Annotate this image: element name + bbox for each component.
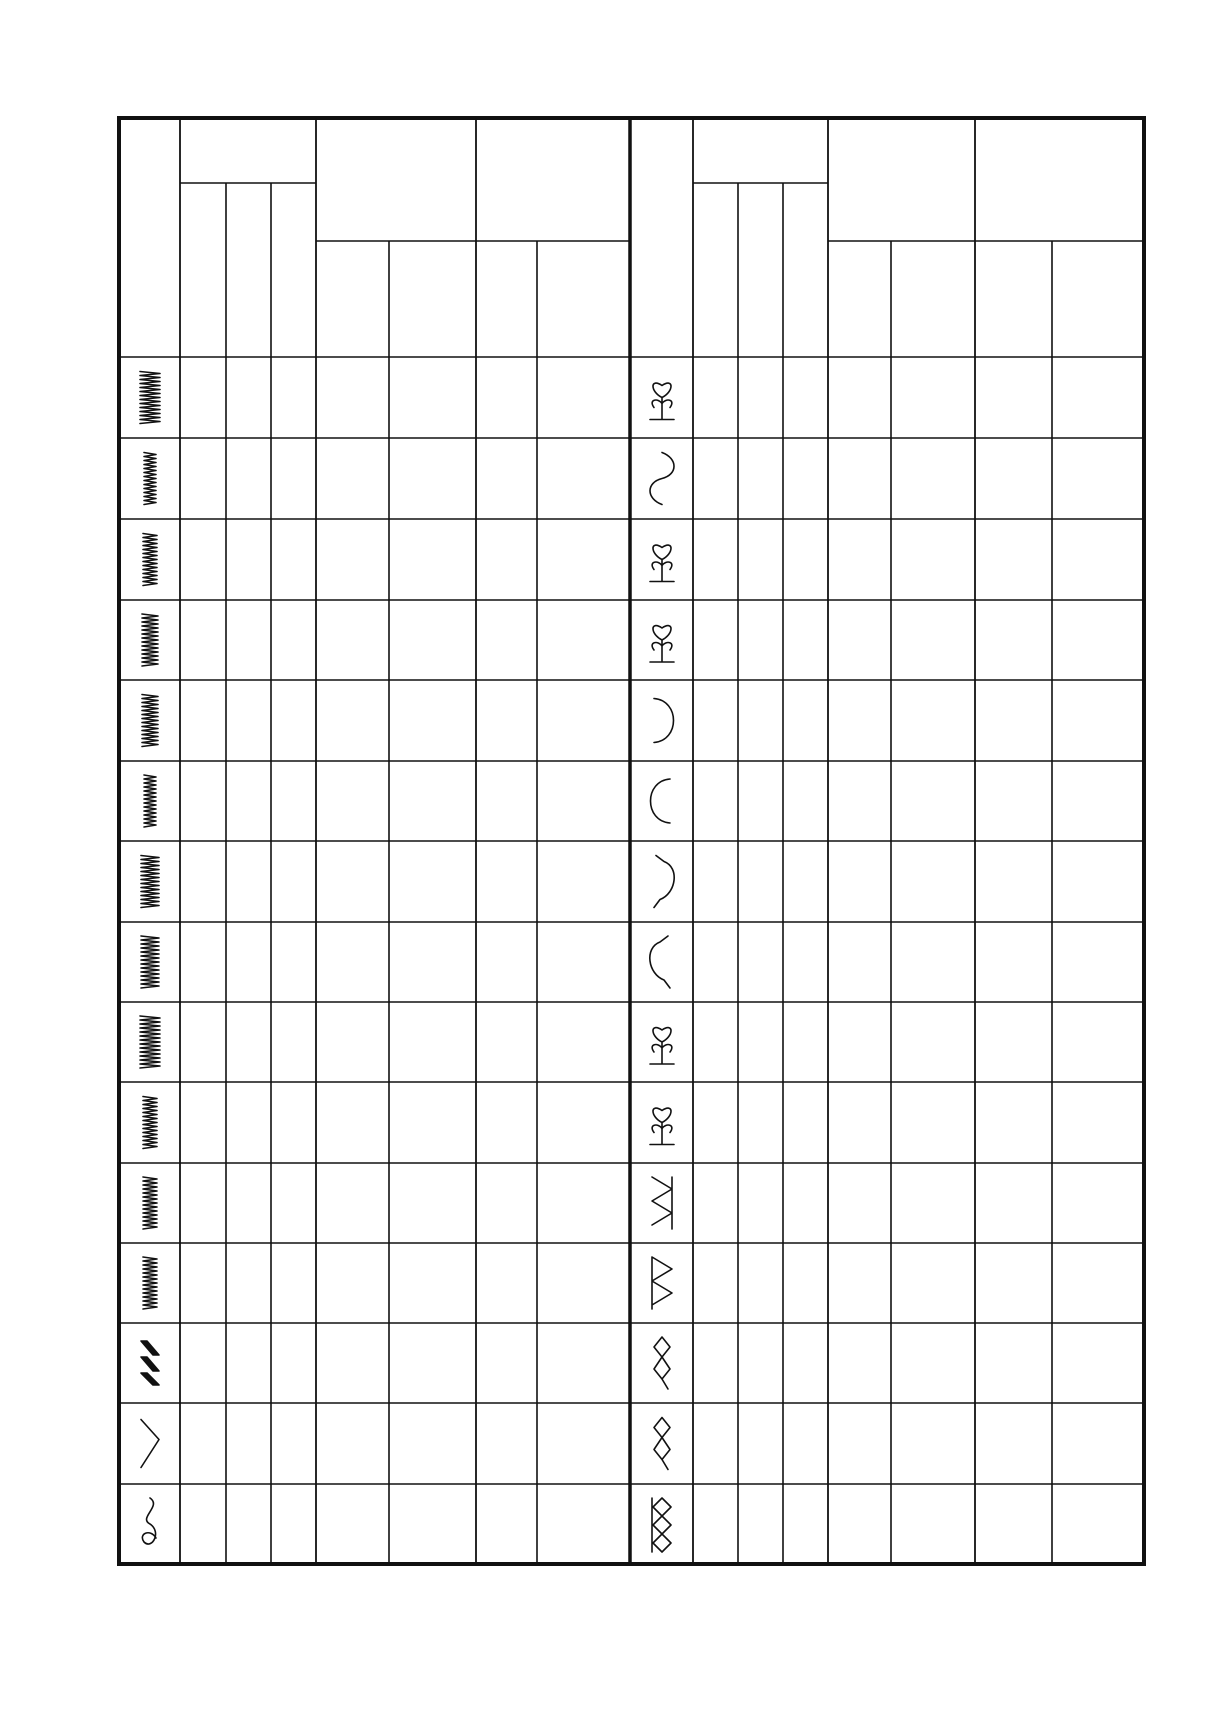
bold-zigzag-stitch-shape: [141, 1341, 159, 1385]
tulip-stitch-shape: [650, 545, 674, 581]
zigzag-stitch-shape: [141, 1420, 159, 1468]
slant-zigzag-satin-stitch-icon: [142, 695, 158, 747]
tulip-reverse-stitch-icon: [650, 626, 674, 662]
hook-arc-stitch-icon: [654, 856, 674, 908]
double-diamond-stitch-shape: [652, 1498, 671, 1552]
serpentine-stitch-shape: [650, 453, 674, 505]
tulip-stitch-icon: [650, 545, 674, 581]
rose-stitch-shape: [650, 1028, 674, 1064]
rose-reverse-stitch-shape: [650, 1108, 674, 1144]
scallop-satin-stitch-shape: [141, 936, 159, 988]
slant-zigzag-satin-stitch-shape: [142, 695, 158, 747]
vine-stitch-icon: [142, 1498, 156, 1544]
zigzag-satin-stitch-shape: [142, 614, 158, 666]
arc-reverse-stitch-icon: [651, 779, 671, 823]
curve-satin-stitch-shape: [143, 534, 157, 586]
rose-reverse-stitch-icon: [650, 1108, 674, 1144]
hook-arc-reverse-stitch-shape: [650, 936, 670, 988]
tulip-reverse-stitch-shape: [650, 626, 674, 662]
triangle-stitch-shape: [652, 1177, 672, 1229]
hook-arc-stitch-shape: [654, 856, 674, 908]
arc-stitch-icon: [654, 699, 674, 743]
stair-satin-stitch-shape: [143, 1257, 157, 1309]
diamond-chain-stitch-icon: [654, 1337, 670, 1389]
stitch-icons: [140, 372, 674, 1553]
diamond-chain-reverse-stitch-icon: [654, 1418, 670, 1470]
arc-reverse-stitch-shape: [651, 779, 671, 823]
curve-satin-stitch-icon: [143, 534, 157, 586]
serpentine-stitch-icon: [650, 453, 674, 505]
scallop-satin-stitch-icon: [141, 936, 159, 988]
diamond-satin-stitch-shape: [140, 372, 160, 424]
diamond-chain-stitch-shape: [654, 1337, 670, 1389]
chart-grid: [119, 118, 1144, 1564]
half-moon-satin-stitch-shape: [141, 856, 159, 908]
vine-stitch-shape: [142, 1498, 156, 1544]
step-satin-stitch-shape: [144, 775, 156, 827]
zigzag-satin-stitch-icon: [142, 614, 158, 666]
diamond-chain-reverse-stitch-shape: [654, 1418, 670, 1470]
wave-satin-stitch-icon: [144, 453, 156, 505]
double-step-satin-stitch-shape: [143, 1177, 157, 1229]
half-moon-satin-stitch-icon: [141, 856, 159, 908]
zigzag-stitch-icon: [141, 1420, 159, 1468]
leaf-satin-stitch-shape: [143, 1097, 157, 1149]
arc-stitch-shape: [654, 699, 674, 743]
hook-arc-reverse-stitch-icon: [650, 936, 670, 988]
bead-satin-stitch-shape: [140, 1016, 160, 1068]
wave-satin-stitch-shape: [144, 453, 156, 505]
flower-vine-stitch-shape: [650, 383, 674, 419]
bead-satin-stitch-icon: [140, 1016, 160, 1068]
triangle-reverse-stitch-icon: [652, 1257, 672, 1309]
triangle-reverse-stitch-shape: [652, 1257, 672, 1309]
double-diamond-stitch-icon: [652, 1498, 671, 1552]
triangle-stitch-icon: [652, 1177, 672, 1229]
flower-vine-stitch-icon: [650, 383, 674, 419]
stair-satin-stitch-icon: [143, 1257, 157, 1309]
bold-zigzag-stitch-icon: [141, 1341, 159, 1385]
step-satin-stitch-icon: [144, 775, 156, 827]
diamond-satin-stitch-icon: [140, 372, 160, 424]
double-step-satin-stitch-icon: [143, 1177, 157, 1229]
rose-stitch-icon: [650, 1028, 674, 1064]
leaf-satin-stitch-icon: [143, 1097, 157, 1149]
